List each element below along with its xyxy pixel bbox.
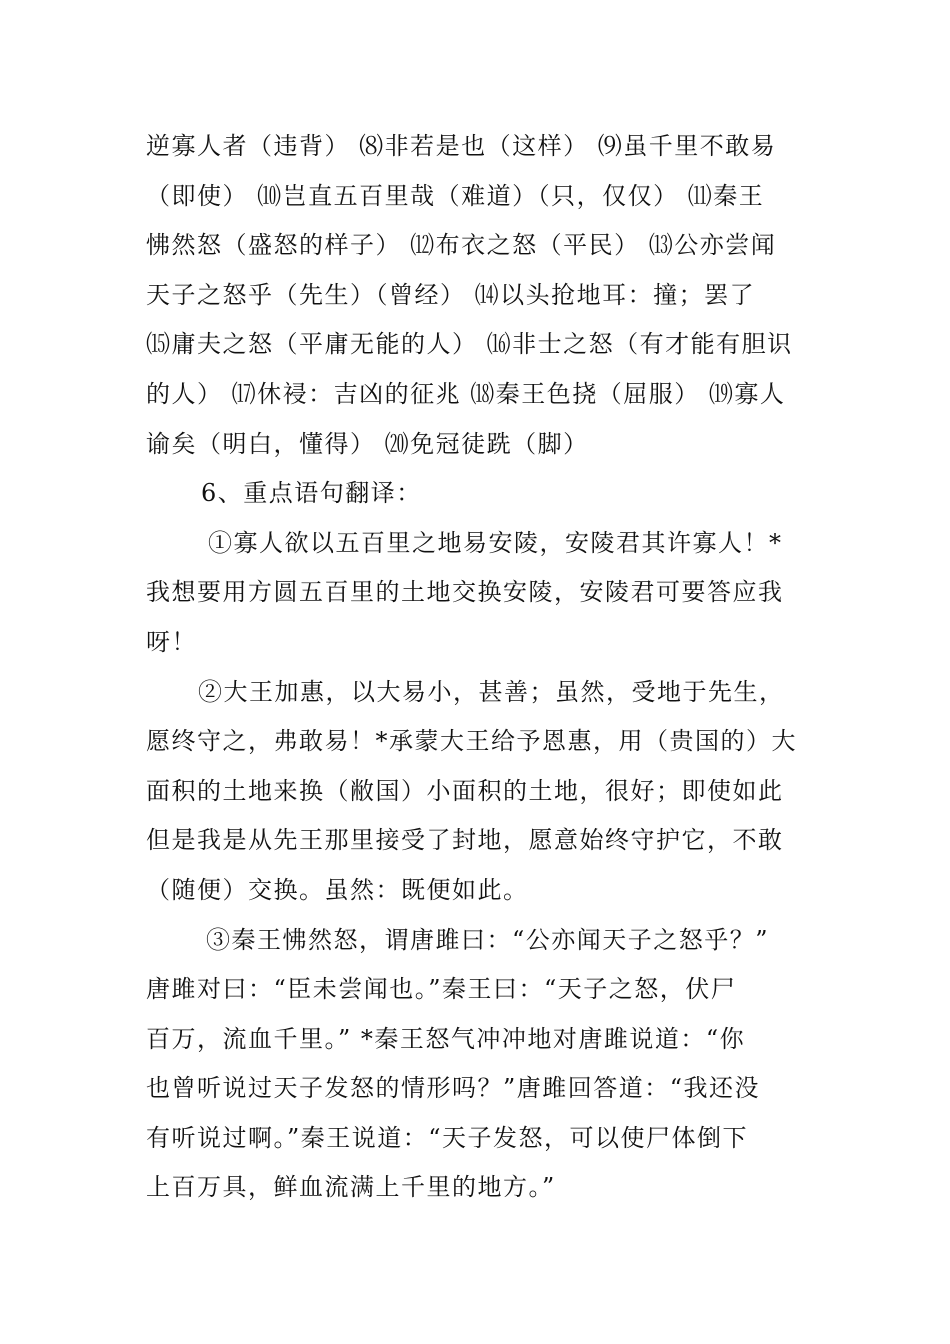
text-line: ⒂庸夫之怒（平庸无能的人） ⒃非士之怒（有才能有胆识 <box>146 330 793 359</box>
text-line: 百万，流血千里。” *秦王怒气冲冲地对唐雎说道：“你 <box>146 1024 746 1053</box>
text-line: 面积的土地来换（敝国）小面积的土地，很好；即使如此 <box>146 776 784 805</box>
text-line: ①寡人欲以五百里之地易安陵，安陵君其许寡人！* <box>208 528 783 557</box>
text-line: 唐雎对曰：“臣未尝闻也。”秦王曰：“天子之怒，伏尸 <box>146 975 737 1004</box>
text-line: （即使） ⑽岂直五百里哉（难道）（只，仅仅） ⑾秦王 <box>146 181 765 210</box>
text-line: 也曾听说过天子发怒的情形吗？”唐雎回答道：“我还没 <box>146 1074 761 1103</box>
text-line: 天子之怒乎（先生）（曾经） ⒁以头抢地耳：撞；罢了 <box>146 280 756 309</box>
document-page <box>146 122 811 1213</box>
text-line: ③秦王怫然怒，谓唐雎曰：“公亦闻天子之怒乎？” <box>206 925 770 954</box>
vocab-paragraph <box>146 122 811 469</box>
text-line: 的人） ⒄休祲：吉凶的征兆 ⒅秦王色挠（屈服） ⒆寡人 <box>146 379 786 408</box>
text-line: （随便）交换。虽然：既便如此。 <box>146 875 529 904</box>
text-line: ②大王加惠，以大易小，甚善；虽然，受地于先生， <box>198 677 785 706</box>
text-line: 呀！ <box>146 627 197 656</box>
text-line: 但是我是从先王那里接受了封地，愿意始终守护它，不敢 <box>146 826 784 855</box>
sentence-1-paragraph <box>146 519 811 668</box>
sentence-3-paragraph <box>146 916 811 1214</box>
text-line: 谕矣（明白，懂得） ⒇免冠徒跣（脚） <box>146 429 589 458</box>
section-heading: 6、重点语句翻译： <box>201 479 422 508</box>
text-line: 上百万具，鲜血流满上千里的地方。” <box>146 1173 556 1202</box>
text-line: 逆寡人者（违背） ⑻非若是也（这样） ⑼虽千里不敢易 <box>146 132 777 160</box>
text-line: 怫然怒（盛怒的样子） ⑿布衣之怒（平民） ⒀公亦尝闻 <box>146 231 777 260</box>
text-line: 我想要用方圆五百里的土地交换安陵，安陵君可要答应我 <box>146 578 784 607</box>
text-line: 愿终守之，弗敢易！*承蒙大王给予恩惠，用（贵国的）大 <box>146 727 797 756</box>
sentence-2-paragraph <box>146 668 811 916</box>
text-line: 有听说过啊。”秦王说道：“天子发怒，可以使尸体倒下 <box>146 1123 749 1152</box>
